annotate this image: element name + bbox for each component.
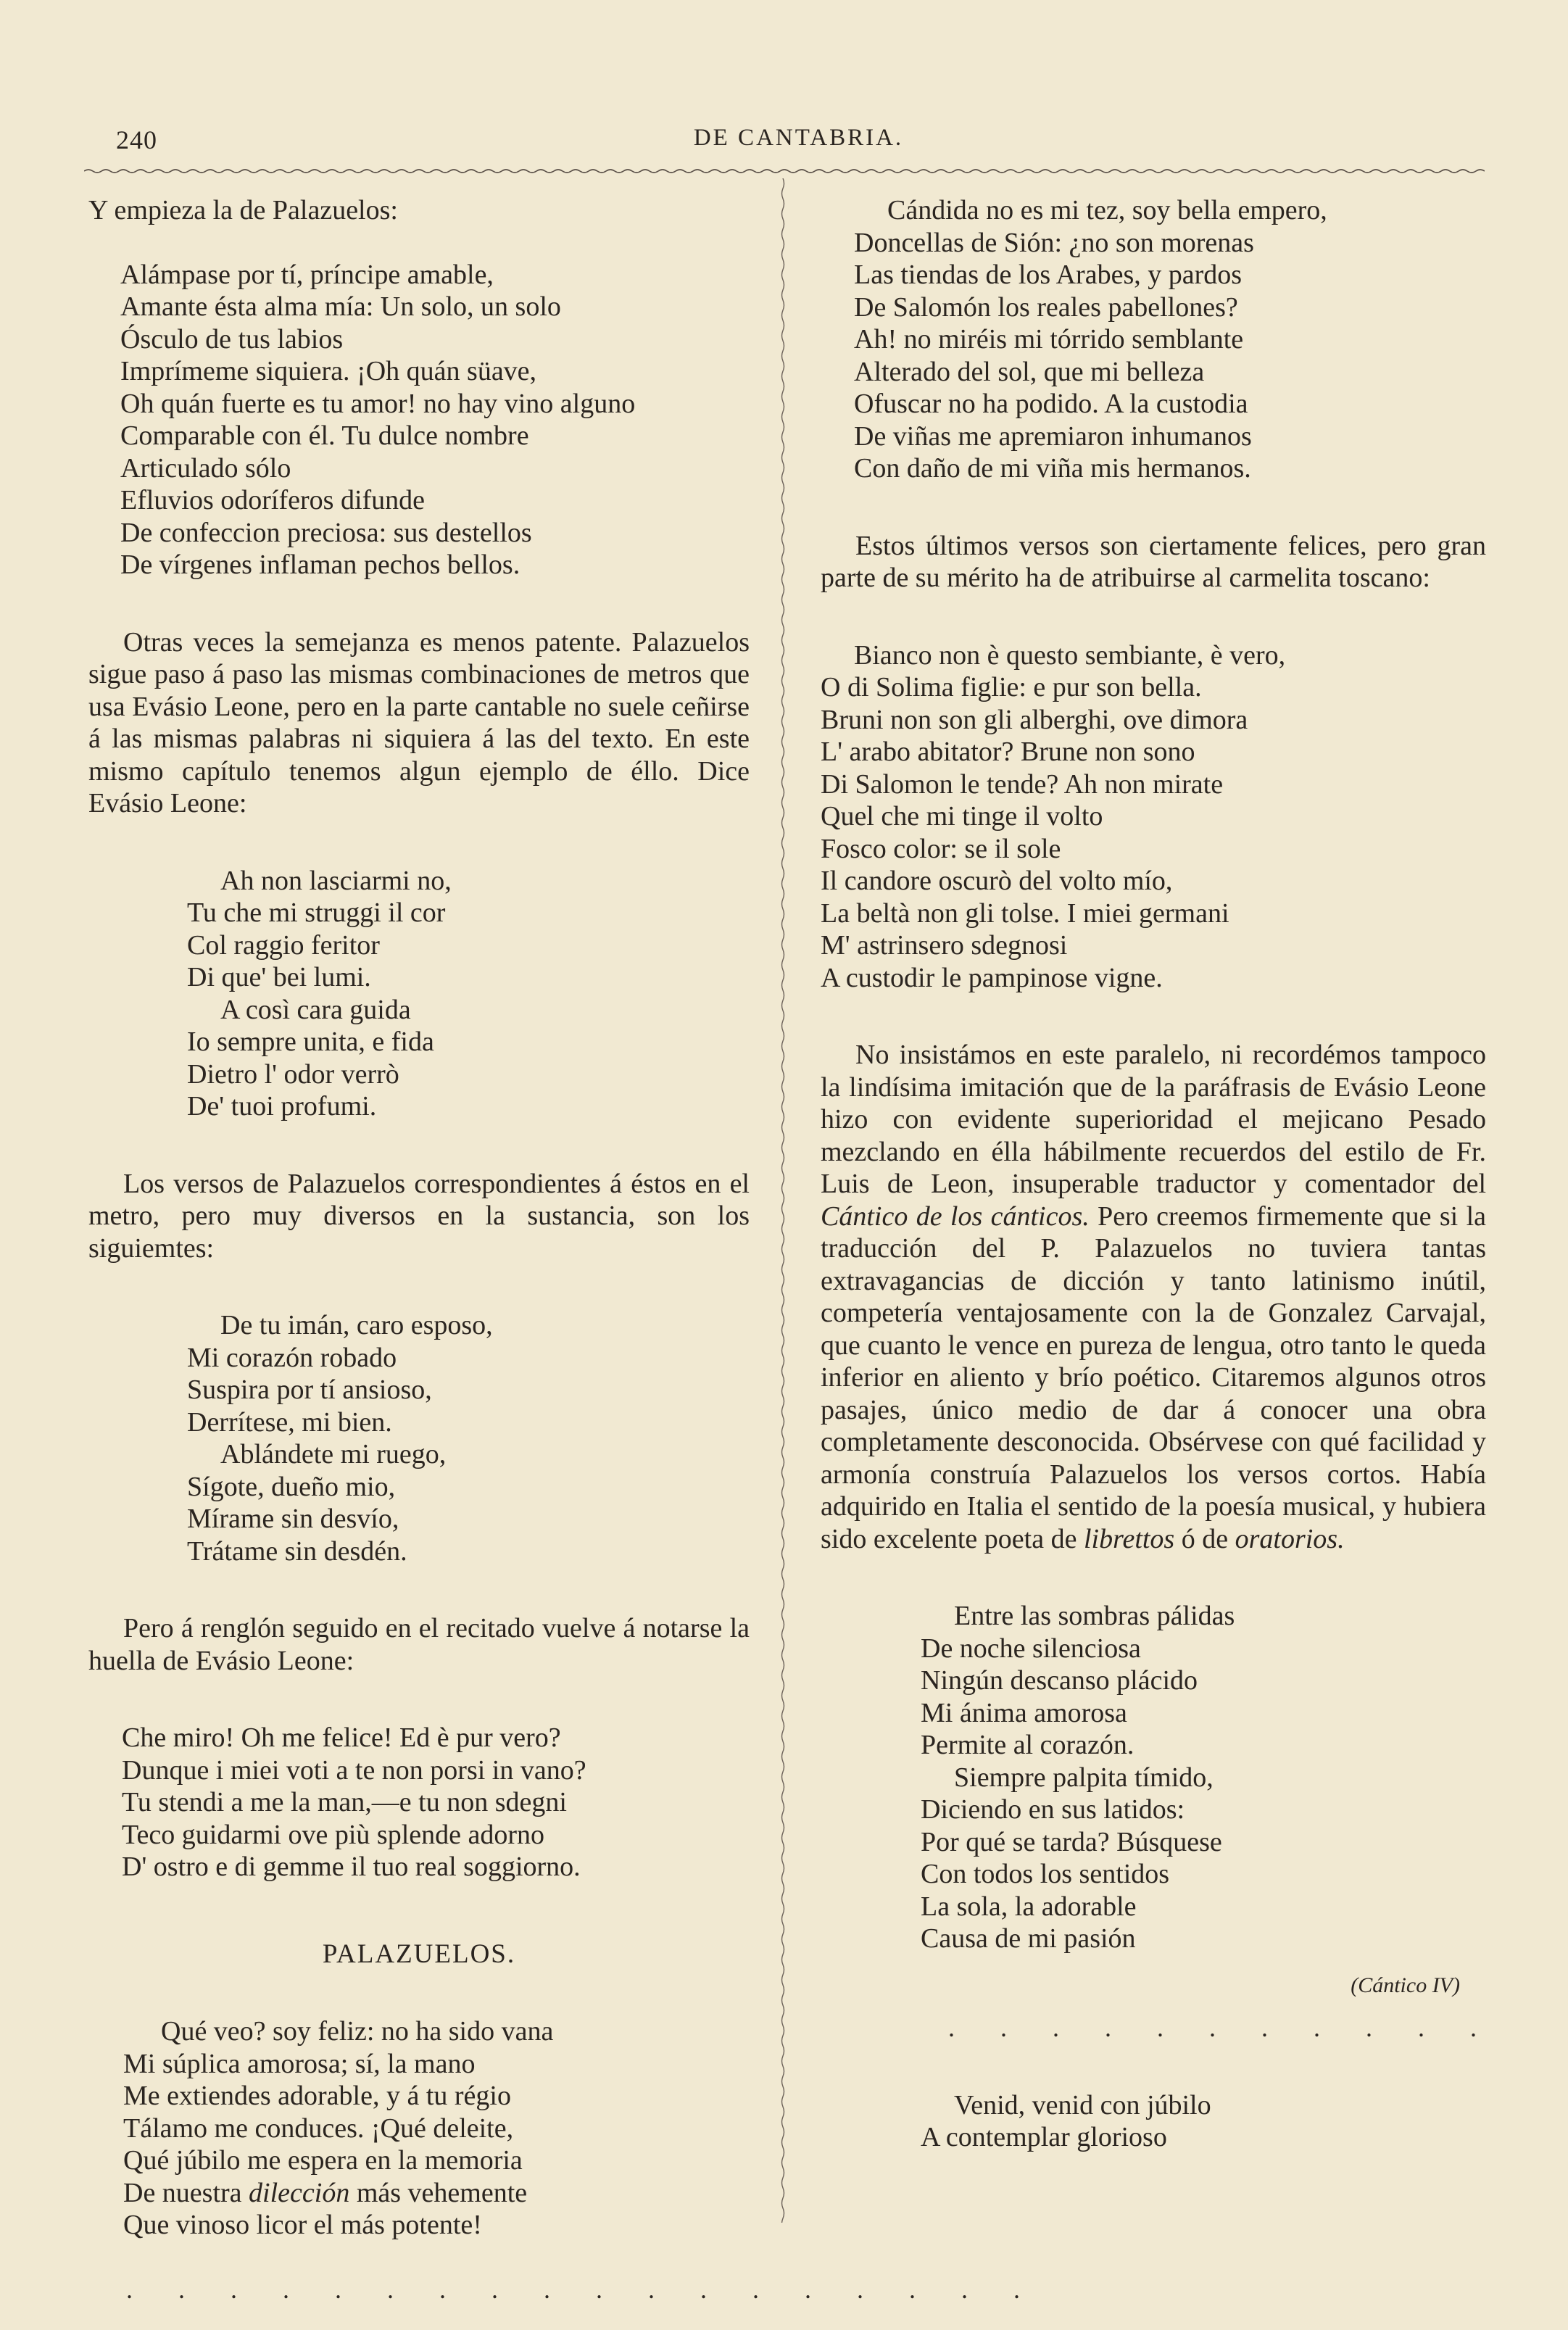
verse-line: Siempre palpita tímido, [954,1762,1214,1793]
column-wavy-rule [781,178,785,2223]
header-wavy-rule [84,168,1485,174]
verse-bianco [821,639,1486,995]
verse-line: Teco guidarmi ove più splende adorno [122,1819,545,1850]
verse-line: Ofuscar no ha podido. A la custodia [854,389,1248,419]
paragraph-text: ó de [1174,1523,1235,1554]
verse-alampase [88,259,750,581]
verse-line: La sola, la adorable [921,1891,1137,1922]
verse-line: Ablándete mi ruego, [220,1439,447,1469]
verse-line: Di Salomon le tende? Ah non mirate [821,768,1224,800]
paragraph-text: Pero creemos firmemente que si la traducción del P. Palazuelos no tuviera tantas extravagancias de dicción y tanto latinismo inútil, competería ventajosamente con la de Gonzalez Carvajal, que cuanto le vence en pureza de lengua, otro tanto le queda inferior en aliento y brío poético. Citaremos algunos otros pasajes, único medio de dar á conocer una obra completamente desconocida. Obsérvese con qué facilidad y armonía construía Palazuelos los versos cortos. Había adquirido en Italia el sentido de la poesía musical, y hubiera sido excelente poeta de [821,1201,1486,1554]
term-italic: librettos [1083,1523,1175,1554]
verse-line: Bianco non è questo sembiante, è vero, [854,639,1286,671]
verse-line: De viñas me apremiaron inhumanos [854,420,1252,452]
verse-line: L' arabo abitator? Brune non sono [821,737,1195,767]
paragraph: Pero á renglón seguido en el recitado vuelve á notarse la huella de Evásio Leone: [88,1613,750,1676]
verse-line: Causa de mi pasión [921,1923,1136,1954]
verse-line: Diciendo en sus latidos: [921,1794,1185,1825]
paragraph: Otras veces la semejanza es menos patente. Palazuelos sigue paso á paso las mismas combinaciones de metros que usa Evásio Leone, pero en la parte cantable no suele ceñirse á las mismas palabras ni siquiera á las del texto. En este mismo capítulo tenemos algun ejemplo de éllo. Dice Evásio Leone: [88,626,750,818]
verse-line: Por qué se tarda? Búsquese [921,1826,1222,1857]
verse-line: Entre las sombras pálidas [954,1601,1235,1631]
verse-venid [821,2089,1486,2154]
verse-line: Que vinoso licor el más potente! [123,2210,482,2240]
verse-sombras [821,1600,1486,1955]
verse-line: Alámpase por tí, príncipe amable, [120,259,494,290]
verse-line: D' ostro e di gemme il tuo real soggiorno. [122,1852,581,1882]
paragraph: Los versos de Palazuelos correspondientes á éstos en el metro, pero muy diversos en la sustancia, son los siguiemtes: [88,1168,750,1264]
verse-line: Venid, venid con júbilo [954,2089,1211,2120]
title-italic: Cántico de los cánticos. [821,1201,1090,1232]
verse-line: Ah! no miréis mi tórrido semblante [854,324,1244,355]
verse-line: Ósculo de tus labios [120,323,344,355]
verse-line [123,2177,750,2210]
verse-line: Bruni non son gli alberghi, ove dimora [821,704,1248,735]
verse-line: Il candore oscurò del volto mío, [821,866,1173,896]
verse-line: A custodir le pampinose vigne. [821,962,1163,993]
term-italic: oratorios. [1235,1523,1345,1554]
verse-line: De tu imán, caro esposo, [220,1310,493,1340]
verse-line: Con todos los sentidos [921,1859,1170,1889]
verse-line: Mi súplica amorosa; sí, la mano [123,2048,476,2079]
verse-line: M' astrinsero sdegnosi [821,930,1068,961]
citation: (Cántico IV) [1351,1973,1460,1997]
verse-line: Las tiendas de los Arabes, y pardos [854,260,1243,290]
verse-line: De' tuoi profumi. [187,1091,377,1122]
verse-line: Me extiendes adorable, y á tu régio [123,2081,511,2111]
paragraph: Estos últimos versos son ciertamente felices, pero gran parte de su mérito ha de atribuirse al carmelita toscano: [821,530,1486,593]
verse-line: Imprímeme siquiera. ¡Oh quán süave, [120,356,537,386]
verse-line: Doncellas de Sión: ¿no son morenas [854,227,1254,258]
verse-line: Quel che mi tinge il volto [821,801,1103,832]
section-title: PALAZUELOS. [322,1939,516,1969]
verse-line: Dunque i miei voti a te non porsi in vano? [122,1754,586,1786]
ellipsis-dots: . . . . . . . . . . . [948,2013,1496,2042]
verse-line: De Salomón los reales pabellones? [854,291,1238,323]
verse-line: Comparable con él. Tu dulce nombre [120,420,529,451]
verse-line: Mírame sin desvío, [187,1504,399,1534]
verse-line: Articulado sólo [120,452,291,484]
verse-line: Tu che mi struggi il cor [187,897,446,928]
verse-line: La beltà non gli tolse. I miei germani [821,897,1229,929]
verse-line: Sígote, dueño mio, [187,1471,396,1502]
right-column [821,194,1496,2154]
verse-line: Dietro l' odor verrò [187,1058,399,1090]
verse-line: Col raggio feritor [187,929,380,961]
verse-line: A contemplar glorioso [921,2122,1167,2152]
verse-line: De vírgenes inflaman pechos bellos. [120,550,520,580]
verse-line: De confeccion preciosa: sus destellos [120,517,532,548]
verse-palazuelos [88,2015,750,2242]
verse-line: Oh quán fuerte es tu amor! no hay vino alguno [120,388,636,419]
intro-line: Y empieza la de Palazuelos: [88,195,398,225]
verse-lasciarmi [88,865,750,1123]
verse-che-miro [88,1722,750,1883]
verse-iman [88,1309,750,1567]
verse-line: Mi corazón robado [187,1342,397,1373]
verse-line: A così cara guida [220,994,411,1025]
verse-line: Tu stendi a me la man,—e tu non sdegni [122,1787,567,1817]
verse-line: Con daño de mi viña mis hermanos. [854,453,1251,484]
verse-line: Cándida no es mi tez, soy bella empero, [887,195,1327,225]
verse-line: Alterado del sol, que mi belleza [854,356,1205,387]
paragraph-text: No insistámos en este paralelo, ni recordémos tampoco la lindísima imitación que de la paráfrasis de Evásio Leone hizo con evidente superioridad el mejicano Pesado mezclando en élla hábilmente recuerdos del estilo de Fr. Luis de Leon, insuperable traductor y comentador del [821,1040,1486,1199]
verse-line: Che miro! Oh me felice! Ed è pur vero? [122,1722,561,1753]
verse-line: Derrítese, mi bien. [187,1406,392,1438]
verse-line: De noche silenciosa [921,1633,1141,1664]
verse-line: Suspira por tí ansioso, [187,1375,432,1405]
verse-line: Permite al corazón. [921,1730,1134,1760]
verse-line: Trátame sin desdén. [187,1535,407,1567]
verse-line: Amante ésta alma mía: Un solo, un solo [120,291,561,322]
verse-line: Io sempre unita, e fida [187,1027,434,1057]
ellipsis-dots: . . . . . . . . . . . . . . . . . . [126,2274,1040,2304]
verse-line-dileccion: De nuestra dilección más vehemente [123,2177,528,2208]
verse-candida [821,194,1486,485]
verse-line: Efluvios odoríferos difunde [120,485,426,515]
page-number: 240 [116,125,157,154]
verse-line: Fosco color: se il sole [821,833,1061,864]
verse-line: Tálamo me conduces. ¡Qué deleite, [123,2113,514,2144]
verse-line: Ah non lasciarmi no, [220,865,452,896]
verse-line: Mi ánima amorosa [921,1697,1127,1728]
verse-line: O di Solima figlie: e pur son bella. [821,672,1202,702]
verse-line: Qué júbilo me espera en la memoria [123,2145,523,2176]
running-title: DE CANTABRIA. [693,125,904,151]
verse-line: Ningún descanso plácido [921,1665,1198,1696]
paragraph [821,1039,1486,1555]
verse-line: Qué veo? soy feliz: no ha sido vana [161,2016,554,2047]
verse-line: Di que' bei lumi. [187,962,371,992]
